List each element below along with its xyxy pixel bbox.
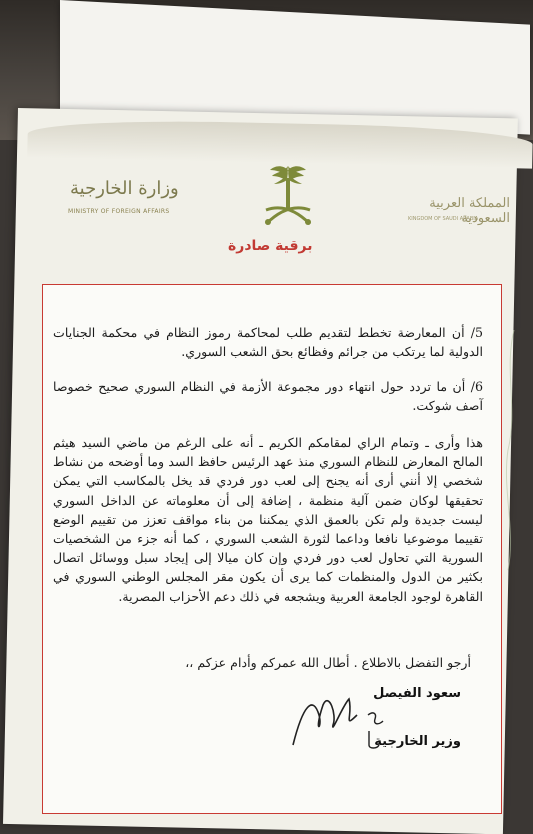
cable-body-frame [42, 284, 502, 814]
ministry-name-arabic: وزارة الخارجية [70, 178, 179, 199]
outgoing-cable-label: برقية صادرة [228, 238, 313, 254]
handwritten-signature [273, 685, 413, 755]
signatory-title: وزير الخارجية [374, 734, 461, 749]
point-6-paragraph: 6/ أن ما تردد حول انتهاء دور مجموعة الأزمة في النظام السوري صحيح خصوصا آصف شوكت. [53, 379, 483, 414]
closing-line: أرجو التفضل بالاطلاع . أطال الله عمركم وأدام عزكم ،، [185, 655, 471, 670]
kingdom-name-arabic: المملكة العربية السعودية [429, 196, 510, 226]
opinion-paragraph: هذا وأرى ـ وتمام الراي لمقامكم الكريم ـ أنه على الرغم من ماضي السيد هيثم المالح المعارض للنظام السوري منذ عهد الرئيس حافظ السد وما أوضحه من نشاط شخصي إلا أنني أرى أنه يجنح إلى لعب دور فردي قد يخل بالمكاسب التي يمكن تحقيقها لوكان ضمن آلية منظمة ، إضافة إلى أن معلوماته عن الداخل السوري ليست جديدة ولم تكن بالعمق الذي يمكننا من بناء مواقف تعزز من تقييم الوضع تقييما موضوعيا نافعا وداعما لثورة الشعب السوري ، كما أنه جزء من الشخصيات السورية التي تحاول لعب دور فردي وإن كان ميالا إلى إيجاد سبل ووسائل اتصال بكثير من الدول والمنظمات كما يرى أن يكون مقر المجلس الوطني السوري في القاهرة لوجود الجامعة العربية ويشجعه في ذلك دعم الأحزاب المصرية. [53, 435, 483, 604]
show-through-page-edge [500, 330, 520, 630]
ministry-name-english: MINISTRY OF FOREIGN AFFAIRS [68, 208, 170, 215]
kingdom-name-english: KINGDOM OF SAUDI ARABIA [408, 216, 479, 222]
saudi-emblem-icon [258, 162, 318, 232]
signatory-name: سعود الفيصل [373, 686, 461, 701]
point-5-paragraph: 5/ أن المعارضة تخطط لتقديم طلب لمحاكمة رموز النظام في محكمة الجنايات الدولية لما يرتكب من جرائم وفظائع بحق الشعب السوري. [53, 325, 483, 360]
letterhead [40, 150, 510, 270]
